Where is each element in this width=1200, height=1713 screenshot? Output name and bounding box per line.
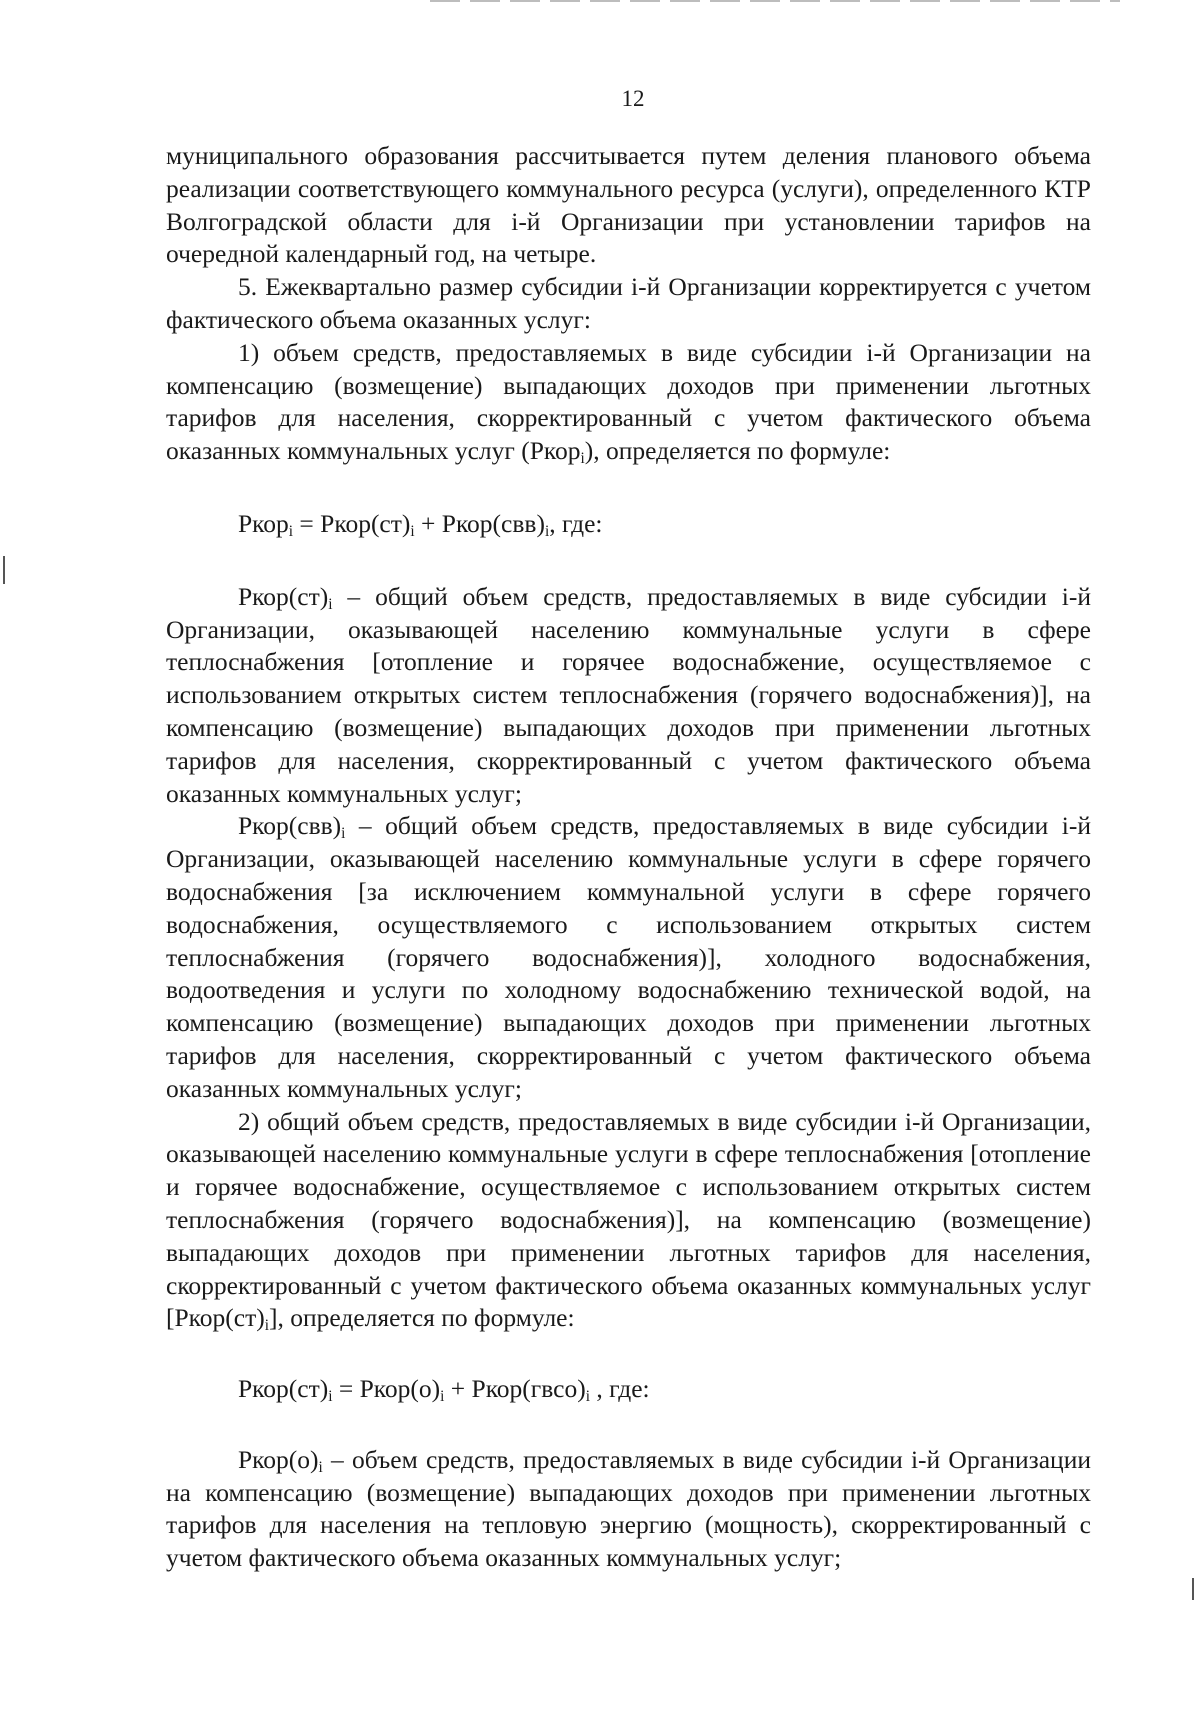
paragraph-text-end: ), определяется по формуле: [584,436,891,466]
paragraph-subitem-1 [166,337,1091,468]
definition-text: – объем средств, предоставляемых в виде субсидии i-й Организации на компенсацию (возмещение) выпадающих доходов при применении льготных тарифов для населения на тепловую энергию (мощность), скорректированный с учетом фактического объема оказанных коммунальных услуг; [166,1444,1091,1573]
paragraph-text: 1) объем средств, предоставляемых в виде субсидии i-й Организации на компенсацию (возмещение) выпадающих доходов при применении льготных тарифов для населения, скорректированный с учетом фактического объема оказанных коммунальных услуг (Ркор [166,337,1091,466]
subscript-i: i [580,449,585,467]
definition-rkor-o [166,1444,1091,1575]
paragraph-text: 2) общий объем средств, предоставляемых в виде субсидии i-й Организации, оказывающей населению коммунальные услуги в сфере теплоснабжения [отопление и горячее водоснабжение, осуществляемое с использованием открытых систем теплоснабжения (горячего водоснабжения)], на компенсацию (возмещение) выпадающих доходов при применении льготных тарифов для населения, скорректированный с учетом фактического объема оказанных коммунальных услуг [Ркор(ст) [166,1106,1091,1333]
subscript-i: i [341,825,346,843]
document-body [166,140,1091,1575]
paragraph-text-end: ], определяется по формуле: [268,1303,575,1333]
scan-edge-mark-left [3,556,5,584]
formula-where: , где: [549,508,603,538]
scan-edge-mark-right [1192,1578,1194,1600]
formula-term: = Ркор(о) [332,1374,441,1404]
page-number: 12 [621,86,645,111]
subscript-i: i [288,522,294,540]
paragraph-item-5: 5. Ежеквартально размер субсидии i-й Организации корректируется с учетом фактического объема оказанных услуг: [166,272,1091,334]
subscript-i: i [410,522,415,540]
paragraph-continuation: муниципального образования рассчитывается путем деления планового объема реализации соответствующего коммунального ресурса (услуги), определенного КТР Волгоградской области для i-й Организации при установлении тарифов на очередной календарный год, на четыре. [166,141,1091,269]
subscript-i: i [544,522,550,540]
definition-text: – общий объем средств, предоставляемых в виде субсидии i-й Организации, оказывающей населению коммунальные услуги в сфере горячего водоснабжения [за исключением коммунальной услуги в сфере горячего водоснабжения, осуществляемого с использованием открытых систем теплоснабжения (горячего водоснабжения)], холодного водоснабжения, водоотведения и услуги по холодному водоснабжению технической водой, на компенсацию (возмещение) выпадающих доходов при применении льготных тарифов для населения, скорректированный с учетом фактического объема оказанных коммунальных услуг; [166,811,1091,1103]
subscript-i: i [585,1387,590,1405]
subscript-i: i [328,595,333,613]
subscript-i: i [328,1387,333,1405]
definition-term: Ркор(свв) [238,811,342,841]
definition-term: Ркор(о) [238,1444,319,1474]
formula-term: Ркор(ст) [238,1374,329,1404]
definition-rkor-st [166,581,1091,811]
paragraph-subitem-2 [166,1106,1091,1336]
scan-top-border [430,0,1120,2]
definition-term: Ркор(ст) [238,581,329,611]
formula-rkor-st [166,1373,1091,1406]
subscript-i: i [318,1458,323,1476]
definition-text: – общий объем средств, предоставляемых в виде субсидии i-й Организации, оказывающей населению коммунальные услуги в сфере теплоснабжения [отопление и горячее водоснабжение, осуществляемое с использованием открытых систем теплоснабжения (горячего водоснабжения)], на компенсацию (возмещение) выпадающих доходов при применении льготных тарифов для населения, скорректированный с учетом фактического объема оказанных коммунальных услуг; [166,581,1091,808]
subscript-i: i [440,1387,445,1405]
subscript-i: i [264,1317,269,1335]
formula-term: + Ркор(гвсо) [444,1374,586,1404]
formula-term: Ркор [238,508,289,538]
formula-rkor [166,508,1091,541]
definition-rkor-svv [166,810,1091,1105]
formula-where: , где: [589,1374,650,1404]
formula-term: = Ркор(ст) [293,508,411,538]
formula-term: + Ркор(свв) [414,508,545,538]
